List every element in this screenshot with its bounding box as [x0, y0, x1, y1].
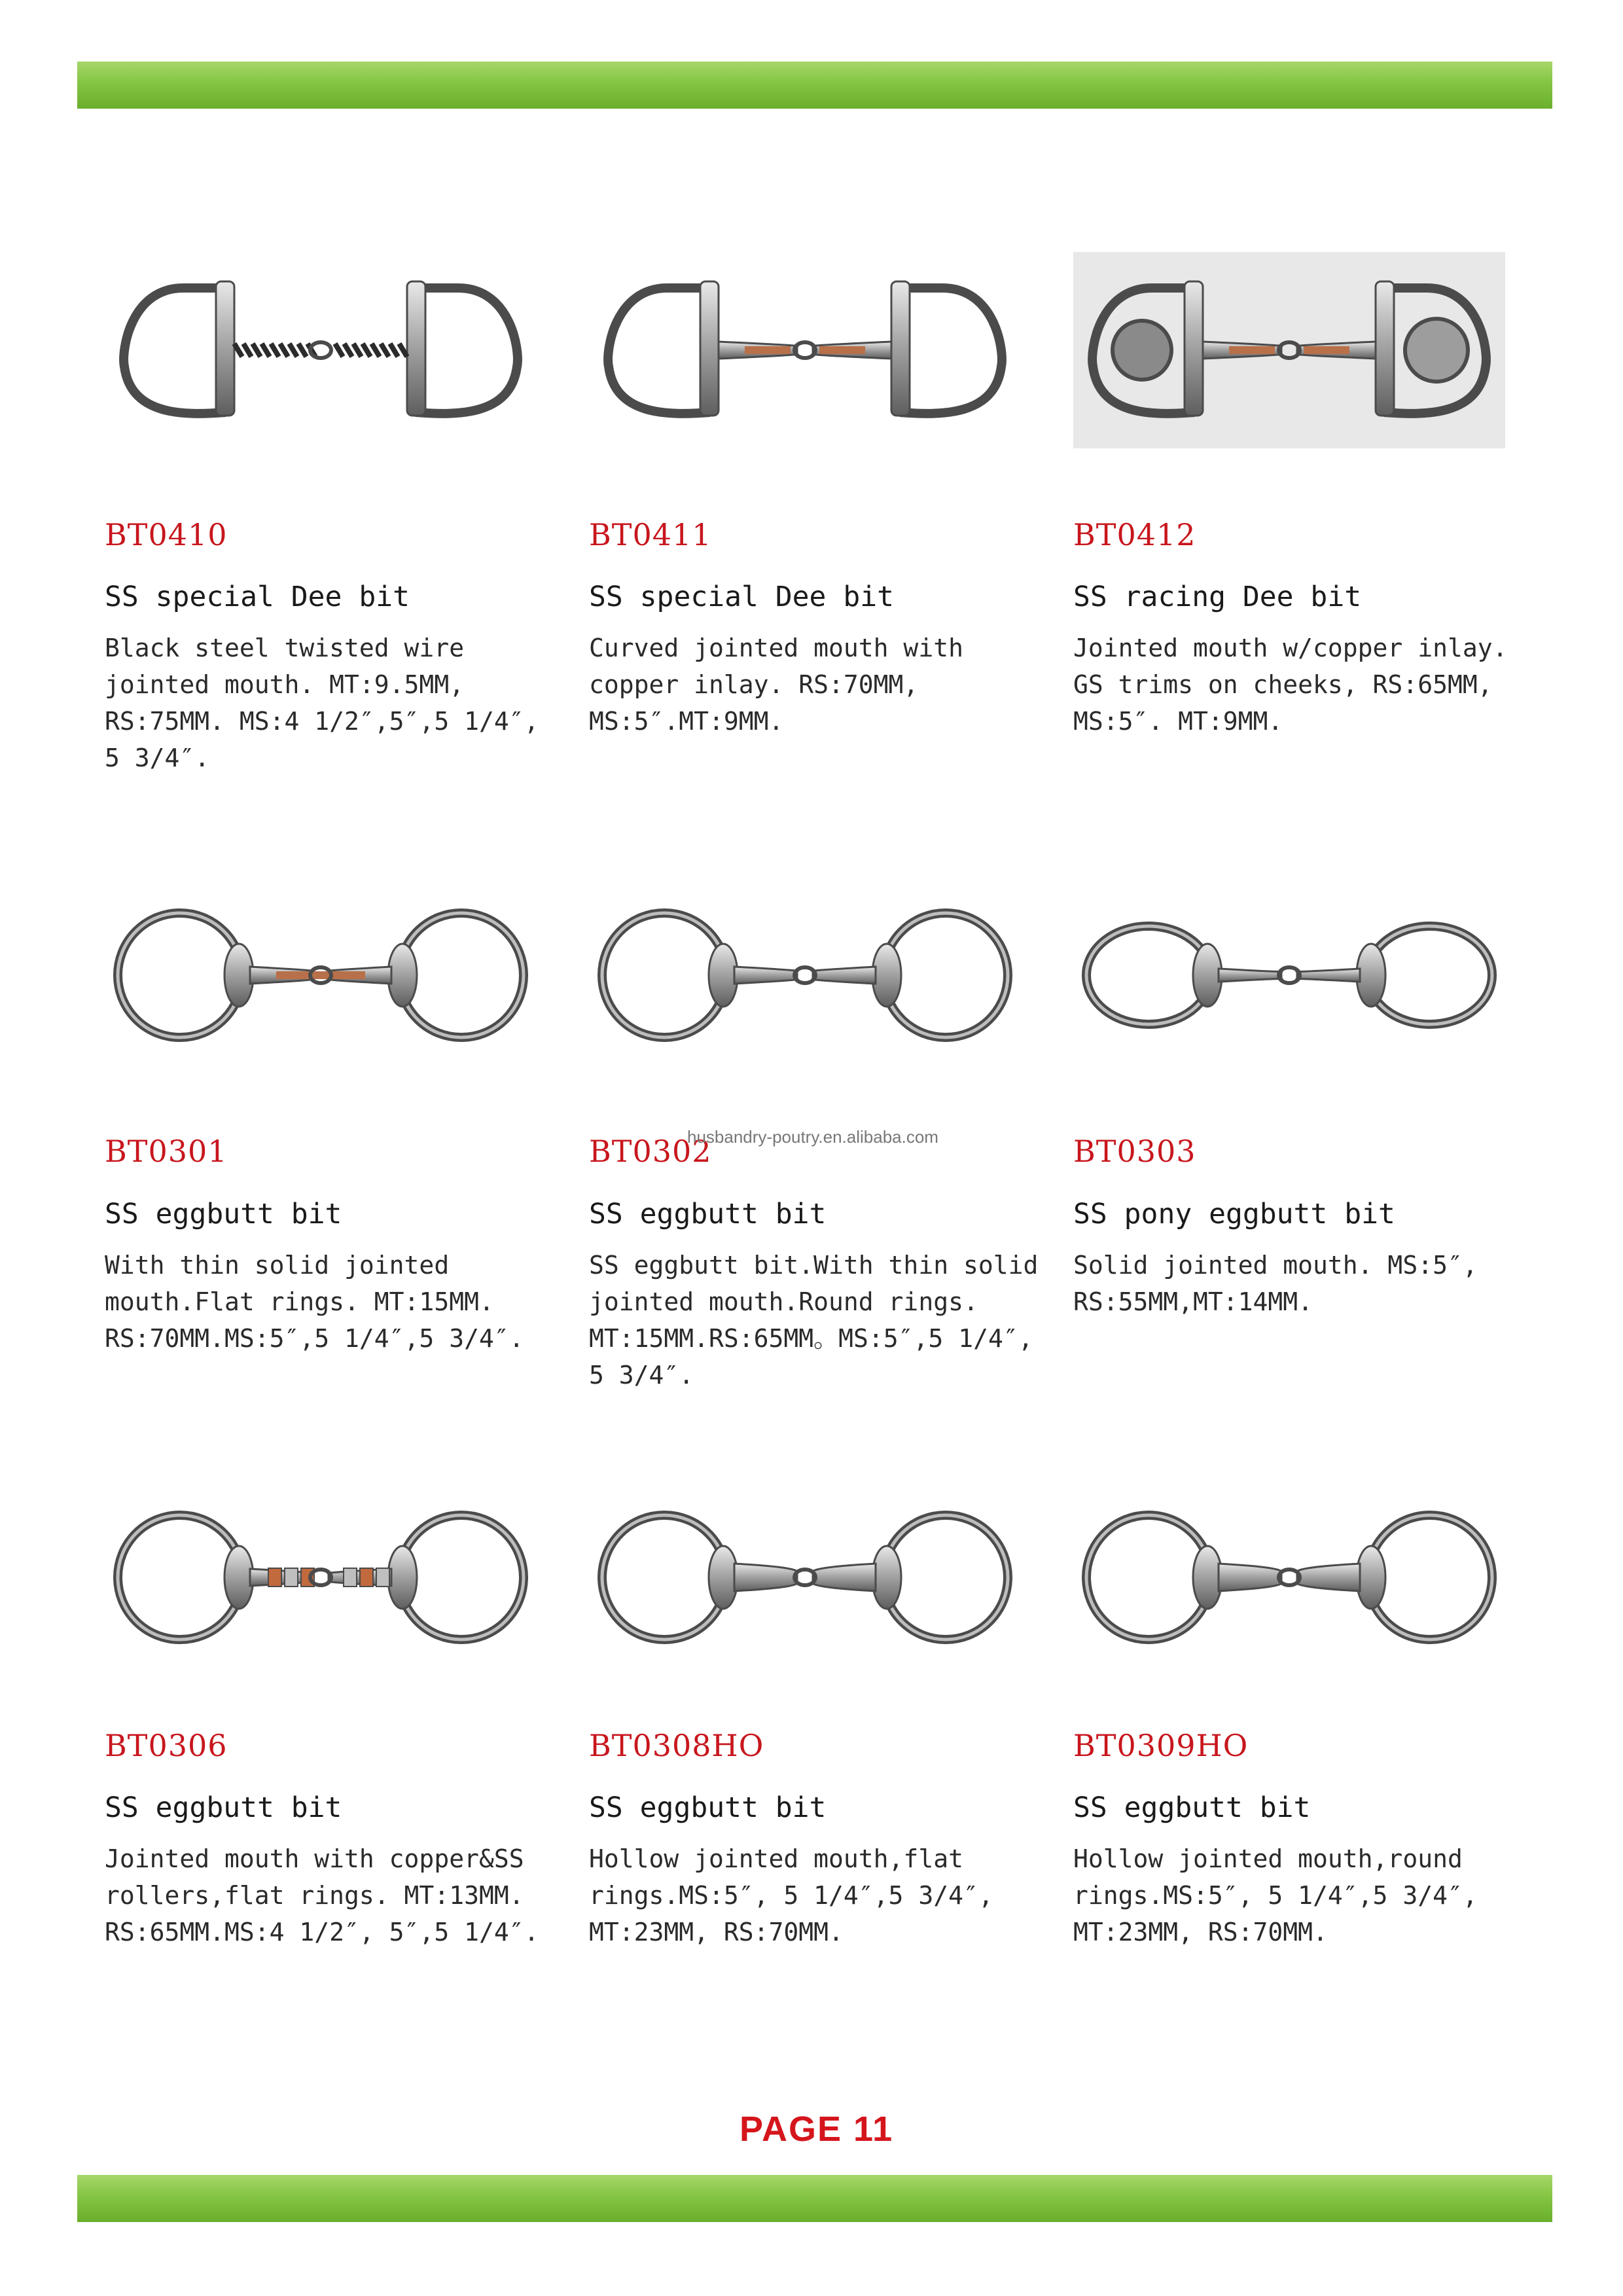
- twisted-wire-segment: [372, 344, 380, 357]
- right-mouth-bar: [812, 1564, 876, 1591]
- twisted-wire-segment: [243, 344, 251, 357]
- copper-inlay: [319, 971, 365, 979]
- product-name: SS racing Dee bit: [1073, 581, 1362, 613]
- product-photo: [105, 1479, 537, 1676]
- twisted-wire-segment: [399, 344, 407, 357]
- mouth-roller: [285, 1568, 298, 1587]
- right-mouth-bar: [1296, 1564, 1360, 1591]
- left-cheek-bar: [700, 281, 719, 416]
- product-code: BT0412: [1073, 517, 1196, 552]
- twisted-wire-segment: [262, 344, 270, 357]
- product-name: SS eggbutt bit: [1073, 1791, 1311, 1824]
- left-eggbutt: [1193, 1546, 1222, 1609]
- left-cheek-disc: [1113, 321, 1171, 380]
- product-name: SS eggbutt bit: [105, 1791, 342, 1824]
- left-eggbutt: [224, 1546, 253, 1609]
- product-photo: [589, 252, 1021, 448]
- mouth-roller: [376, 1568, 389, 1587]
- twisted-wire-segment: [344, 344, 352, 357]
- left-eggbutt: [224, 944, 253, 1007]
- mouth-roller: [344, 1568, 357, 1587]
- right-eggbutt: [1357, 944, 1385, 1007]
- right-eggbutt: [388, 1546, 417, 1609]
- right-cheek-bar: [891, 281, 910, 416]
- twisted-wire-segment: [335, 344, 343, 357]
- product-description: With thin solid jointed mouth.Flat rings. MT:15MM. RS:70MM.MS:5″,5 1/4″,5 3/4″.: [105, 1251, 524, 1353]
- copper-inlay: [276, 971, 322, 979]
- product-code: BT0309HO: [1073, 1728, 1249, 1763]
- left-ring: [124, 288, 226, 414]
- product-code: BT0303: [1073, 1134, 1196, 1169]
- product-name: SS eggbutt bit: [105, 1198, 342, 1230]
- product-description: Solid jointed mouth. MS:5″, RS:55MM,MT:14MM.: [1073, 1251, 1478, 1316]
- product-name: SS eggbutt bit: [589, 1198, 827, 1230]
- right-ring: [416, 288, 518, 414]
- bit-illustration: [1073, 252, 1505, 448]
- product-name: SS pony eggbutt bit: [1073, 1198, 1395, 1230]
- product-description: Curved jointed mouth with copper inlay. RS:70MM, MS:5″.MT:9MM.: [589, 634, 963, 736]
- mouth-roller: [268, 1568, 281, 1587]
- right-eggbutt: [872, 1546, 901, 1609]
- twisted-wire-segment: [363, 344, 370, 357]
- watermark-text: husbandry-poutry.en.alibaba.com: [687, 1127, 938, 1147]
- copper-inlay: [1304, 346, 1349, 354]
- copper-inlay: [1229, 346, 1275, 354]
- right-cheek-bar: [407, 281, 425, 416]
- twisted-wire-segment: [271, 344, 279, 357]
- bit-illustration: [589, 877, 1021, 1073]
- copper-inlay: [819, 346, 865, 354]
- product-description: Hollow jointed mouth,round rings.MS:5″, 5 1/4″,5 3/4″, MT:23MM, RS:70MM.: [1073, 1844, 1478, 1946]
- bit-illustration: [589, 252, 1021, 448]
- bit-illustration: [1073, 1479, 1505, 1676]
- product-description: SS eggbutt bit.With thin solid jointed mouth.Round rings. MT:15MM.RS:65MM。MS:5″,5 1/4″, 5 3/4″.: [589, 1251, 1039, 1390]
- product-code: BT0308HO: [589, 1728, 764, 1763]
- product-photo: [105, 252, 537, 448]
- twisted-wire-segment: [390, 344, 398, 357]
- twisted-wire-segment: [234, 344, 242, 357]
- product-photo: [1073, 877, 1505, 1073]
- twisted-wire-segment: [353, 344, 361, 357]
- left-mouth-bar: [734, 1564, 798, 1591]
- product-grid: [105, 0, 1544, 2160]
- left-ring: [608, 288, 710, 414]
- product-code: BT0410: [105, 517, 228, 552]
- left-cheek-bar: [216, 281, 234, 416]
- left-eggbutt: [709, 944, 738, 1007]
- product-photo: [1073, 1479, 1505, 1676]
- product-photo: [1073, 252, 1505, 448]
- product-name: SS special Dee bit: [105, 581, 410, 613]
- copper-inlay: [745, 346, 791, 354]
- bit-illustration: [105, 877, 537, 1073]
- product-description: Jointed mouth with copper&SS rollers,flat rings. MT:13MM. RS:65MM.MS:4 1/2″, 5″,5 1/4″.: [105, 1844, 539, 1946]
- product-name: SS eggbutt bit: [589, 1791, 827, 1824]
- bit-illustration: [105, 1479, 537, 1676]
- right-cheek-bar: [1376, 281, 1394, 416]
- right-eggbutt: [1357, 1546, 1385, 1609]
- product-description: Black steel twisted wire jointed mouth. MT:9.5MM, RS:75MM. MS:4 1/2″,5″,5 1/4″, 5 3/4″.: [105, 634, 539, 772]
- product-photo: [589, 1479, 1021, 1676]
- product-description: Hollow jointed mouth,flat rings.MS:5″, 5 1/4″,5 3/4″, MT:23MM, RS:70MM.: [589, 1844, 993, 1946]
- product-description: Jointed mouth w/copper inlay. GS trims on cheeks, RS:65MM, MS:5″. MT:9MM.: [1073, 634, 1508, 736]
- product-code: BT0411: [589, 517, 712, 552]
- right-mouth-bar: [812, 967, 876, 984]
- bit-illustration: [1073, 877, 1505, 1073]
- left-eggbutt: [1193, 944, 1222, 1007]
- left-cheek-bar: [1185, 281, 1203, 416]
- bit-illustration: [105, 252, 537, 448]
- twisted-wire-segment: [280, 344, 288, 357]
- right-eggbutt: [872, 944, 901, 1007]
- twisted-wire-segment: [381, 344, 389, 357]
- right-eggbutt: [388, 944, 417, 1007]
- left-eggbutt: [709, 1546, 738, 1609]
- left-mouth-bar: [1219, 1564, 1282, 1591]
- bit-illustration: [589, 1479, 1021, 1676]
- page-number: PAGE 11: [740, 2109, 894, 2149]
- product-code: BT0302: [589, 1134, 712, 1169]
- product-name: SS special Dee bit: [589, 581, 894, 613]
- product-photo: [105, 877, 537, 1073]
- mouth-roller: [360, 1568, 373, 1587]
- left-mouth-bar: [1219, 969, 1282, 982]
- twisted-wire-segment: [298, 344, 306, 357]
- product-code: BT0301: [105, 1134, 228, 1169]
- twisted-wire-segment: [289, 344, 297, 357]
- bottom-green-bar: [77, 2175, 1552, 2222]
- product-code: BT0306: [105, 1728, 228, 1763]
- product-photo: [589, 877, 1021, 1073]
- left-mouth-bar: [734, 967, 798, 984]
- right-ring: [900, 288, 1002, 414]
- right-cheek-disc: [1405, 319, 1468, 382]
- right-mouth-bar: [1296, 969, 1360, 982]
- twisted-wire-segment: [253, 344, 260, 357]
